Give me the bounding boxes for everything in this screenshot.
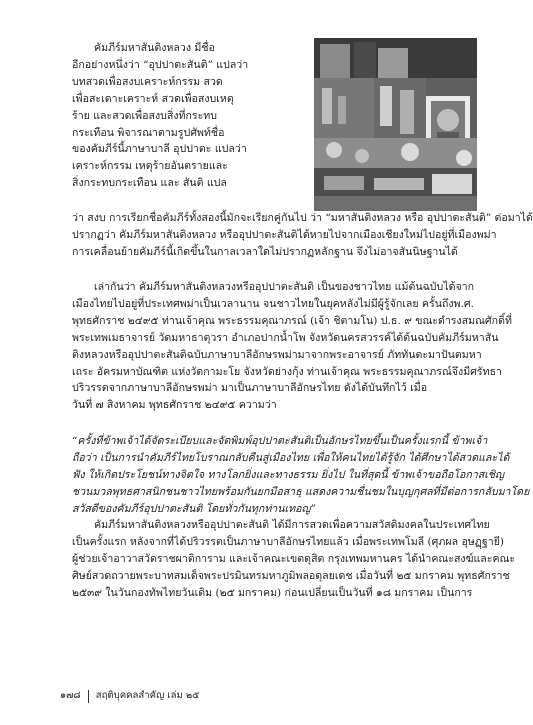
text-line: พุทธศักราช ๒๔๙๕ ท่านเจ้าคุณ พระธรรมคุณาภรณ์ (เจ้า ชิตามโน) ป.ธ. ๙ ขณะดำรงสมณศักดิ์ที่	[72, 314, 512, 327]
text-line: ติงหลวงหรืออุปปาตะสันติฉบับภาษาบาลีอักษรพม่ามาจากพระอาจารย์ ภัททันตะมาปันตมหา	[72, 348, 482, 361]
paragraph-1	[72, 210, 533, 261]
text-line: ของคัมภีร์นี้ภาษาบาลี อุปปาตะ แปลว่า	[72, 143, 247, 156]
quote-line: ฟัง ให้เกิดประโยชน์ทางจิตใจ ทางโลกยิ่งและทางธรรม ยิ่งไป ในที่สุดนี้ ข้าพเจ้าขอถือโอกาสเชิญ	[72, 468, 505, 481]
paragraph-4	[72, 517, 516, 602]
text-line: บทสวดเพื่อสงบเคราะห์กรรม สวด	[72, 75, 223, 88]
page-footer	[60, 688, 480, 704]
page-number: ๑๗๘	[60, 690, 81, 701]
quote-line: สวัสดีของคัมภีร์อุปปาตะสันติ โดยทั่วกันทุกท่านเทอญ”	[72, 502, 316, 515]
footer-divider	[88, 690, 89, 703]
text-line: เป็นครั้งแรก หลังจากที่ได้ปริวรรตเป็นภาษาบาลีอักษรไทยแล้ว เมื่อพระเทพโมลี (ศุภผล อุษฏฺฐายี)	[72, 535, 505, 548]
text-line: คัมภีร์มหาสันติงหลวงหรืออุปปาตะสันติ ได้มีการสวดเพื่อความสวัสดิมงคลในประเทศไทย	[94, 519, 490, 531]
quote-line: “ครั้งที่ข้าพเจ้าได้จัดระเบียบและจัดพิมพ์อุปปาตะสันติเป็นอักษรไทยขึ้นเป็นครั้งแรกนี้ ข้าพเจ้า	[72, 435, 488, 447]
quote-line: ถือว่า เป็นการนำคัมภีร์ไทยโบราณกลับคืนสู่เมืองไทย เพื่อให้คนไทยได้รู้จัก ได้ศึกษาได้สวดและได้	[72, 451, 510, 464]
text-line: สิ่งกระทบกระเทือน และ สันติ แปล	[72, 177, 227, 190]
text-line: ปริวรรตจากภาษาบาลีอักษรพม่า มาเป็นภาษาบาลีอักษรไทย ดังได้บันทึกไว้ เมื่อ	[72, 382, 428, 395]
text-line: ผู้ช่วยเจ้าอาวาสวัดราชผาติการาม และเจ้าคณะเขตดุสิต กรุงเทพมหานคร ได้นำคณะสงฆ์และคณะ	[72, 552, 516, 565]
running-title: สฤติบุคคลสำคัญ เล่ม ๒๕	[95, 690, 200, 701]
text-line: เคราะห์กรรม เหตุร้ายอันตรายและ	[72, 160, 228, 173]
quote-line: ชวนมวลพุทธศาสนิกชนชาวไทยพร้อมกันยกมือสาธุ แสดงความชื่นชมในบุญกุศลที่มีต่อการกลับมาโดย	[72, 485, 530, 498]
altar-photo-illustration	[314, 38, 477, 211]
text-line: อีกอย่างหนึ่งว่า “อุปปาตะสันติ” แปลว่า	[72, 58, 249, 71]
paragraph-2	[72, 279, 512, 414]
quotation-block	[72, 433, 530, 518]
text-line: การเคลื่อนย้ายคัมภีร์นี้เกิดขึ้นในกาลเวลาใดไม่ปรากฏหลักฐาน จึงไม่อาจสันนิษฐานได้	[72, 245, 458, 258]
text-line: คัมภีร์มหาสันติงหลวง มีชื่อ	[94, 42, 215, 54]
text-line: ๒๕๓๙ ในวันกองทัพไทยวันเดิม (๒๕ มกราคม) ก่อนเปลี่ยนเป็นวันที่ ๑๘ มกราคม เป็นการ	[72, 586, 473, 599]
text-line: เพื่อสะเดาะเคราะห์ สวดเพื่อสงบเหตุ	[72, 92, 234, 105]
text-line: เถระ อัครมหาบัณฑิต แห่งวัดกามะโย จังหวัดย่างกุ้ง ท่านเจ้าคุณ พระธรรมคุณาภรณ์จึงมีศรัทธา	[72, 365, 502, 378]
intro-column	[72, 40, 304, 192]
text-line: ว่า สงบ การเรียกชื่อคัมภีร์ทั้งสองนี้มักจะเรียกคู่กันไป ว่า “มหาสันติงหลวง หรือ อุปปาตะสันติ” ต่อมาได้	[72, 212, 533, 224]
text-line: กระเทือน พิจารณาตามรูปศัพท์ชื่อ	[72, 126, 225, 139]
text-line: เล่ากันว่า คัมภีร์มหาสันติงหลวงหรืออุปปาตะสันติ เป็นของชาวไทย แม้ต้นฉบับได้จาก	[94, 281, 475, 293]
text-line: ปรากฏว่า คัมภีร์มหาสันติงหลวง หรืออุปปาตะสันติได้หายไปจากเมืองเชียงใหม่ไปอยู่ที่เมืองพม่า	[72, 228, 497, 241]
text-line: พระเทพเมธาจารย์ วัดมหาธาตุวรา อำเภอปากน้ำโพ จังหวัดนครสวรรค์ได้ต้นฉบับคัมภีร์มหาสัน	[72, 331, 499, 344]
text-line: วันที่ ๗ สิงหาคม พุทธศักราช ๒๔๙๕ ความว่า	[72, 399, 277, 412]
text-line: ศิษย์สวดถวายพระบาทสมเด็จพระปรมินทรมหาภูมิพลอดุลยเดช เมื่อวันที่ ๒๕ มกราคม พุทธศักราช	[72, 569, 510, 582]
text-line: เมืองไทยไปอยู่ที่ประเทศพม่าเป็นเวลานาน จนชาวไทยในยุคหลังไม่มีผู้รู้จักเลย ครั้นถึงพ.ศ.	[72, 297, 474, 310]
altar-photo	[314, 38, 477, 211]
text-line: ร้าย และสวดเพื่อสงบสิ่งที่กระทบ	[72, 109, 217, 122]
